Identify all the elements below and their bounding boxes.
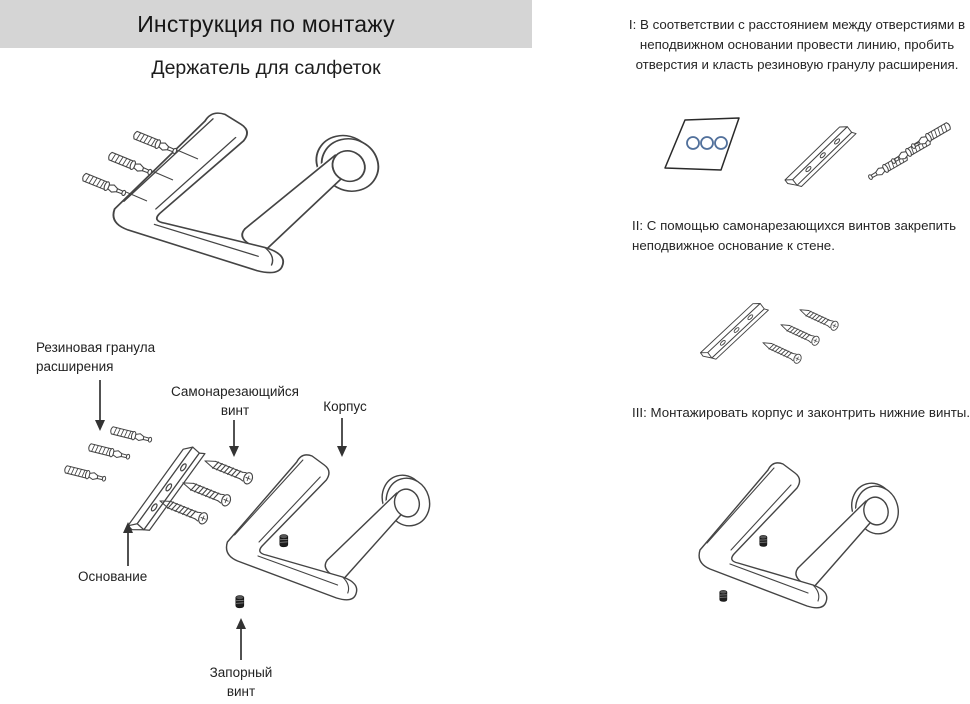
napkin-holder-icon [226, 455, 435, 600]
label-base: Основание [78, 569, 148, 584]
label-self-tapping-screw: Самонарезающийся винт [171, 384, 299, 418]
screw-icon [761, 338, 803, 364]
arrow-down-icon [95, 380, 105, 431]
step-2-instruction: II: С помощью самонарезающихся винтов закрепить неподвижное основание к стене. [632, 218, 957, 253]
step2-diagram [696, 299, 840, 365]
wall-anchor-icon [132, 130, 178, 156]
set-screw-icon [760, 535, 767, 546]
wall-anchor-icon [88, 443, 131, 461]
wall-anchor-icon [910, 122, 952, 151]
label-locking-screw: Запорный винт [209, 665, 273, 699]
set-screw-icon [720, 590, 727, 601]
step-3-instruction: III: Монтажировать корпус и законтрить нижние винты. [632, 405, 970, 420]
arrow-up-icon [236, 618, 246, 660]
page-title: Инструкция по монтажу [137, 10, 395, 37]
screw-icon [798, 305, 840, 331]
set-screw-icon [236, 596, 244, 608]
set-screw-icon [280, 535, 288, 547]
step3-diagram [699, 463, 904, 608]
arrow-down-icon [229, 420, 239, 457]
mounting-rail-icon [780, 122, 861, 193]
product-subtitle: Держатель для салфеток [151, 57, 381, 79]
exploded-view-drawing [64, 380, 435, 660]
product-overview-drawing [81, 113, 385, 272]
arrow-down-icon [337, 418, 347, 457]
mounting-rail-icon [120, 441, 212, 539]
step1-diagram [665, 118, 952, 192]
header-band [0, 0, 532, 48]
step-1-instruction: I: В соответствии с расстоянием между отверстиями в неподвижном основании провести линию, пробить отверстия и класть резиновую гранулу расширения. [628, 17, 966, 72]
label-body: Корпус [323, 399, 367, 414]
napkin-holder-icon [699, 463, 904, 608]
screw-icon [779, 320, 821, 346]
wall-anchor-icon [107, 151, 153, 177]
screw-icon [203, 456, 254, 486]
wall-anchor-icon [81, 172, 127, 198]
label-expansion-plug: Резиновая гранула расширения [36, 340, 156, 374]
napkin-holder-icon [113, 113, 385, 272]
screw-icon [181, 478, 232, 508]
wall-anchor-icon [110, 426, 153, 444]
wall-anchor-icon [64, 465, 107, 483]
drill-template-icon [665, 118, 739, 170]
mounting-rail-icon [696, 299, 773, 365]
